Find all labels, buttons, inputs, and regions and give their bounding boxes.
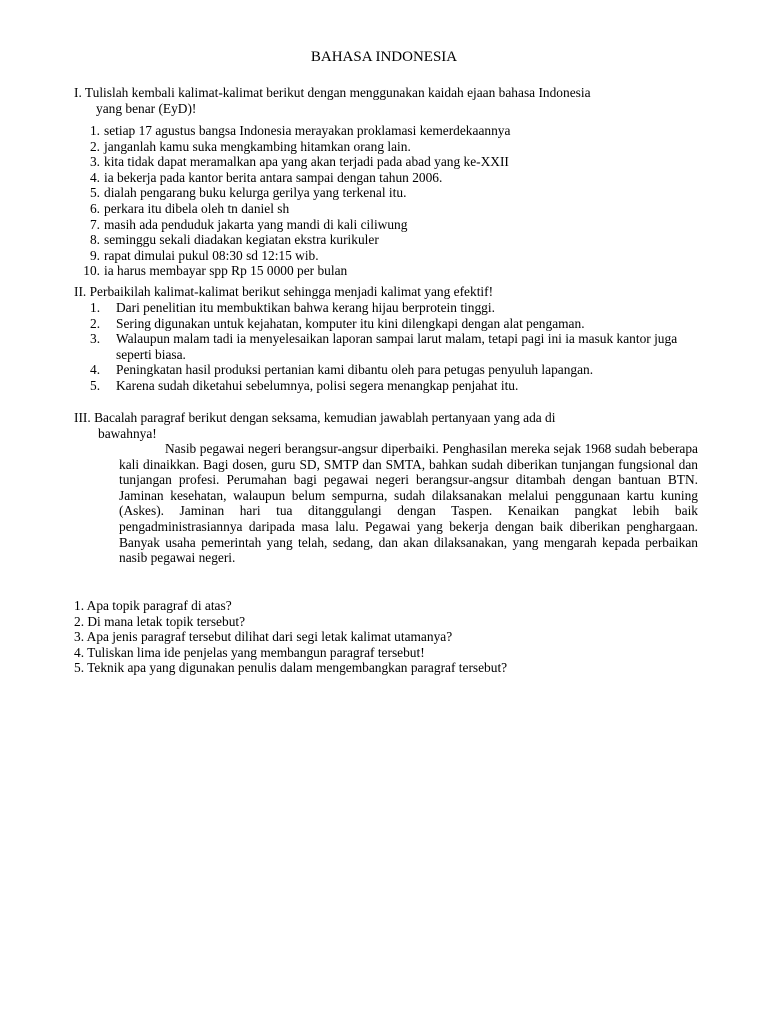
section1-instruction-line1: I. Tulislah kembali kalimat-kalimat berikut dengan menggunakan kaidah ejaan bahasa Indonesia xyxy=(74,85,591,100)
list-item: 1. Dari penelitian itu membuktikan bahwa kerang hijau berprotein tinggi. xyxy=(90,300,495,315)
section2-list xyxy=(80,300,700,394)
list-item: 4. ia bekerja pada kantor berita antara sampai dengan tahun 2006. xyxy=(89,169,443,185)
question-item: 3. Apa jenis paragraf tersebut dilihat dari segi letak kalimat utamanya? xyxy=(74,629,453,645)
list-item: 6. perkara itu dibela oleh tn daniel sh xyxy=(89,200,290,216)
list-item: 5. Karena sudah diketahui sebelumnya, polisi segera menangkap penjahat itu. xyxy=(90,377,519,393)
section1-list xyxy=(80,123,510,279)
page-title: BAHASA INDONESIA xyxy=(310,49,458,65)
list-item: 1. setiap 17 agustus bangsa Indonesia merayakan proklamasi kemerdekaannya xyxy=(89,123,511,138)
section3-instruction-line2: bawahnya! xyxy=(98,425,157,441)
reading-paragraph xyxy=(119,441,698,566)
section1-instruction xyxy=(74,85,699,116)
question-item: 1. Apa topik paragraf di atas? xyxy=(74,598,232,613)
list-item: 4. Peningkatan hasil produksi pertanian kami dibantu oleh para petugas penyuluh lapangan. xyxy=(90,362,594,378)
list-item: 2. janganlah kamu suka mengkambing hitamkan orang lain. xyxy=(89,138,411,154)
list-item: 10. ia harus membayar spp Rp 15 0000 per bulan xyxy=(83,263,348,279)
question-item: 5. Teknik apa yang digunakan penulis dalam mengembangkan paragraf tersebut? xyxy=(74,660,508,676)
section3-instruction-line1: III. Bacalah paragraf berikut dengan seksama, kemudian jawablah pertanyaan yang ada di xyxy=(74,410,556,425)
questions-list xyxy=(74,598,507,676)
list-item: 3. Walaupun malam tadi ia menyelesaikan laporan sampai larut malam, tetapi pagi ini ia masuk kantor juga seperti biasa. xyxy=(90,331,678,362)
list-item: 7. masih ada penduduk jakarta yang mandi di kali ciliwung xyxy=(89,216,408,232)
question-item: 4. Tuliskan lima ide penjelas yang membangun paragraf tersebut! xyxy=(74,644,425,660)
list-item: 2. Sering digunakan untuk kejahatan, komputer itu kini dilengkapi dengan alat pengaman. xyxy=(90,315,585,331)
list-item: 3. kita tidak dapat meramalkan apa yang akan terjadi pada abad yang ke-XXII xyxy=(89,154,509,170)
section1-instruction-line2: yang benar (EyD)! xyxy=(96,100,197,116)
section3-instruction xyxy=(74,410,699,441)
paragraph-text: Nasib pegawai negeri berangsur-angsur diperbaiki. Penghasilan mereka sejak 1968 sudah beberapa kali dinaikkan. Bagi dosen, guru SD, SMTP dan SMTA, bahkan sudah diberikan tunjangan fungsional dan tunjangan profesi. Perumahan bagi pegawai negeri berangsur-angsur ditambah dengan bantuan BTN. Jaminan kesehatan, walaupun belum sempurna, sudah dilaksanakan melalui penggunaan kartu kuning (Askes). Jaminan hari tua ditanggulangi dengan Taspen. Kenaikan pangkat lebih baik pengadministrasiannya daripada masa lalu. Pegawai yang bekerja dengan baik diberikan penghargaan. Banyak usaha pemerintah yang telah, sedang, dan akan dilaksanakan, yang mengarah kepada perbaikan nasib pegawai negeri. xyxy=(119,441,698,566)
list-item: 9. rapat dimulai pukul 08:30 sd 12:15 wib. xyxy=(89,247,319,263)
list-item: 8. seminggu sekali diadakan kegiatan ekstra kurikuler xyxy=(89,232,379,248)
list-item: 5. dialah pengarang buku kelurga gerilya yang terkenal itu. xyxy=(89,185,407,201)
section2-instruction: II. Perbaikilah kalimat-kalimat berikut sehingga menjadi kalimat yang efektif! xyxy=(74,284,494,299)
question-item: 2. Di mana letak topik tersebut? xyxy=(74,613,246,629)
